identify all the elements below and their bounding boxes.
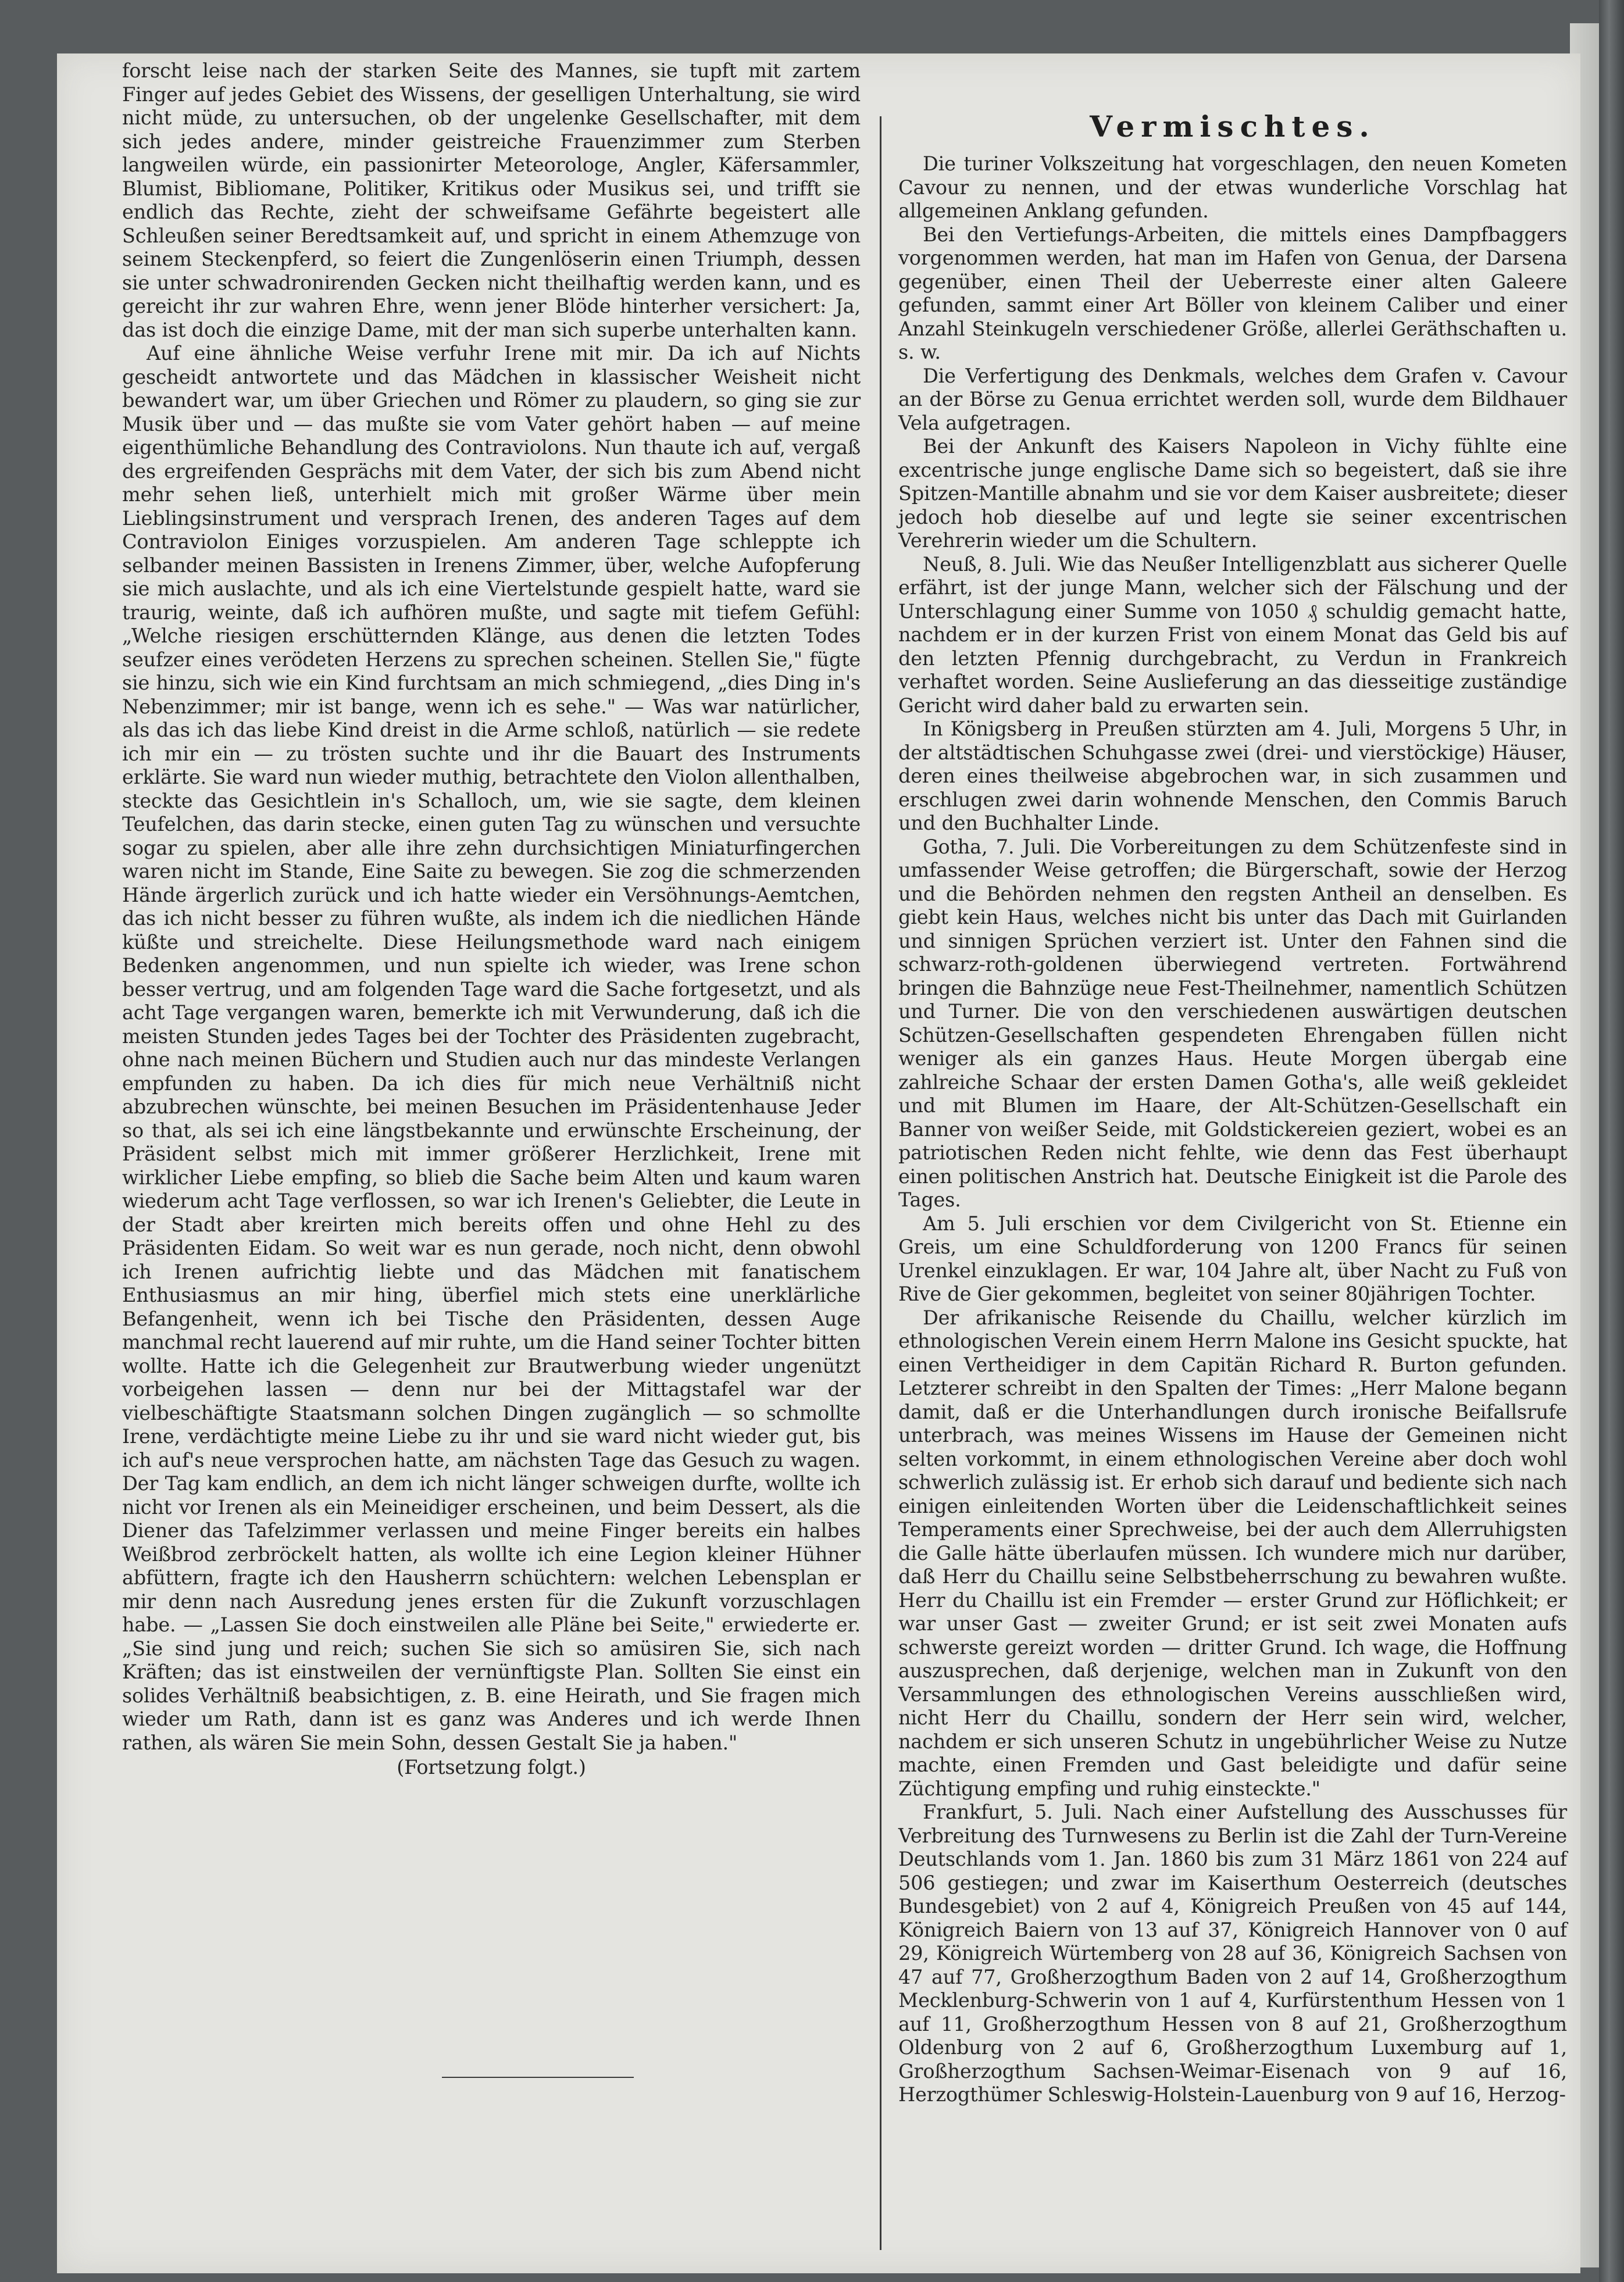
column-divider bbox=[880, 116, 881, 2250]
news-item: Bei der Ankunft des Kaisers Napoleon in Vichy fühlte eine excentrische junge englische Dame sich so begeistert, daß sie ihre Spitzen-Mantille abnahm und sie vor dem Kaiser ausbreitete; dieser jedoch hob dieselbe auf und legte sie seiner excentrischen Verehrerin wieder um die Schultern. bbox=[898, 435, 1567, 552]
news-item: Neuß, 8. Juli. Wie das Neußer Intelligenzblatt aus sicherer Quelle erfährt, ist der junge Mann, welcher sich der Fälschung und der Unterschlagung einer Summe von 1050 ₰ schuldig gemacht hatte, nachdem er in der kurzen Frist von einem Monat das Geld bis auf den letzten Pfennig durchgebracht, zu Verdun in Frankreich verhaftet worden. Seine Auslieferung an das diesseitige zuständige Gericht wird daher bald zu erwarten sein. bbox=[898, 552, 1567, 717]
news-item: Die Verfertigung des Denkmals, welches dem Grafen v. Cavour an der Börse zu Genua errichtet werden soll, wurde dem Bildhauer Vela aufgetragen. bbox=[898, 364, 1567, 434]
continuation-note: (Fortsetzung folgt.) bbox=[397, 1756, 586, 1779]
paragraph: Auf eine ähnliche Weise verfuhr Irene mit mir. Da ich auf Nichts gescheidt antwortete und das Mädchen in klassischer Weisheit nicht bewandert war, um über Griechen und Römer zu plaudern, so ging sie zur Musik über und — das mußte sie vom Vater gehört haben — auf meine eigenthümliche Behandlung des Contraviolons. Nun thaute ich auf, vergaß des ergreifenden Gesprächs mit dem Vater, der sich bis zum Abend nicht mehr sehen ließ, unterhielt mich mit großer Wärme über mein Lieblingsinstrument und versprach Irenen, des anderen Tages auf dem Contraviolon Einiges vorzuspielen. Am anderen Tage schleppte ich selbander meinen Bassisten in Irenens Zimmer, über, welche Aufopferung sie mich auslachte, und als ich eine Viertelstunde gespielt hatte, ward sie traurig, weinte, daß ich aufhören mußte, und sagte mit tiefem Gefühl: „Welche riesigen erschütternden Klänge, aus denen die letzten Todes seufzer eines verödeten Herzens zu sprechen scheinen. Stellen Sie," fügte sie hinzu, sich wie ein Kind furchtsam an mich schmiegend, „dies Ding in's Nebenzimmer; mir ist bange, wenn ich es sehe." — Was war natürlicher, als das ich das liebe Kind dreist in die Arme schloß, natürlich — sie redete ich mir ein — zu trösten suchte und ihr die Bauart des Instruments erklärte. Sie ward nun wieder muthig, betrachtete den Violon allenthalben, steckte das Gesichtlein in's Schalloch, um, wie sie sagte, dem kleinen Teufelchen, das darin stecke, einen guten Tag zu wünschen und versuchte sogar zu spielen, aber alle ihre zehn durchsichtigen Miniaturfingerchen waren nicht im Stande, Eine Saite zu bewegen. Sie zog die schmerzenden Hände ärgerlich zurück und ich hatte wieder ein Versöhnungs-Aemtchen, das ich nicht besser zu führen wußte, als indem ich die niedlichen Hände küßte und streichelte. Diese Heilungsmethode ward nach einigem Bedenken angenommen, und nun spielte ich wieder, was Irene schon besser vertrug, und am folgenden Tage ward die Sache fortgesetzt, und als acht Tage vergangen waren, bemerkte ich mit Verwunderung, daß ich die meisten Stunden jedes Tages bei der Tochter des Präsidenten zugebracht, ohne nach meinen Büchern und Studien auch nur das mindeste Verlangen empfunden zu haben. Da ich dies für mich neue Verhältniß nicht abzubrechen wünschte, bei meinen Besuchen im Präsidentenhause Jeder so that, als sei ich eine längstbekannte und erwünschte Erscheinung, der Präsident selbst mich mit immer größerer Herzlichkeit, Irene mit wirklicher Liebe empfing, so blieb die Sache beim Alten und kaum waren wiederum acht Tage verflossen, so war ich Irenen's Geliebter, die Leute in der Stadt aber kreirten mich bereits offen und ohne Hehl zu des Präsidenten Eidam. So weit war es nun gerade, noch nicht, denn obwohl ich Irenen aufrichtig liebte und das Mädchen mit fanatischem Enthusiasmus an mir hing, überfiel mich stets eine unerklärliche Befangenheit, wenn ich bei Tische den Präsidenten, dessen Auge manchmal recht lauerend auf mir ruhte, um die Hand seiner Tochter bitten wollte. Hatte ich die Gelegenheit zur Brautwerbung wieder ungenützt vorbeigehen lassen — denn nur bei der Mittagstafel war der vielbeschäftigte Staatsmann solchen Dingen zugänglich — so schmollte Irene, verdächtigte meine Liebe zu ihr und sie ward nicht wieder gut, bis ich auf's neue versprochen hatte, am nächsten Tage das Gesuch zu wagen. Der Tag kam endlich, an dem ich nicht länger schweigen durfte, wollte ich nicht vor Irenen als ein Meineidiger erscheinen, und beim Dessert, als die Diener das Tafelzimmer verlassen und meine Finger bereits ein halbes Weißbrod zerbröckelt hatten, als wollte ich eine Legion kleiner Hühner abfüttern, fragte ich den Hausherrn schüchtern: welchen Lebensplan er mir denn nach Ausredung jenes ersten für die Zukunft vorzuschlagen habe. — „Lassen Sie doch einstweilen alle Pläne bei Seite," erwiederte er. „Sie sind jung und reich; suchen Sie sich so amüsiren Sie, sich nach Kräften; das ist einstweilen der vernünftigste Plan. Sollten Sie einst ein solides Verhältniß beabsichtigen, z. B. eine Heirath, und Sie fragen mich wieder um Rath, dann ist es ganz was Anderes und ich werde Ihnen rathen, als wären Sie mein Sohn, dessen Gestalt Sie ja haben." bbox=[122, 342, 861, 1754]
section-rule bbox=[442, 2077, 634, 2078]
news-item: In Königsberg in Preußen stürzten am 4. Juli, Morgens 5 Uhr, in der altstädtischen Schuhgasse zwei (drei- und vierstöckige) Häuser, deren eines theilweise abgebrochen war, in sich zusammen und erschlugen zwei darin wohnende Menschen, den Commis Baruch und den Buchhalter Linde. bbox=[898, 717, 1567, 834]
news-item: Gotha, 7. Juli. Die Vorbereitungen zu dem Schützenfeste sind in umfassender Weise getroffen; die Bürgerschaft, sowie der Herzog und die Behörden nehmen den regsten Antheil an denselben. Es giebt kein Haus, welches nicht bis unter das Dach mit Guirlanden und sinnigen Sprüchen verziert ist. Unter den Fahnen sind die schwarz-roth-goldenen überwiegend vertreten. Fortwährend bringen die Bahnzüge neue Fest-Theilnehmer, namentlich Schützen und Turner. Die von den verschiedenen auswärtigen deutschen Schützen-Gesellschaften gespendeten Ehrengaben füllen nicht weniger als ein ganzes Haus. Heute Morgen übergab eine zahlreiche Schaar der ersten Damen Gotha's, alle weiß gekleidet und mit Blumen im Haare, der Alt-Schützen-Gesellschaft ein Banner von weißer Seide, mit Goldstickereien geziert, wobei es an patriotischen Reden nicht fehlte, wie denn das Fest überhaupt einen politischen Anstrich hat. Deutsche Einigkeit ist die Parole des Tages. bbox=[898, 835, 1567, 1211]
news-item: Frankfurt, 5. Juli. Nach einer Aufstellung des Ausschusses für Verbreitung des Turnwesens zu Berlin ist die Zahl der Turn-Vereine Deutschlands vom 1. Jan. 1860 bis zum 31 März 1861 von 224 auf 506 gestiegen; und zwar im Kaiserthum Oesterreich (deutsches Bundesgebiet) von 2 auf 4, Königreich Preußen von 45 auf 144, Königreich Baiern von 13 auf 37, Königreich Hannover von 0 auf 29, Königreich Würtemberg von 28 auf 36, Königreich Sachsen von 47 auf 77, Großherzogthum Baden von 2 auf 14, Großherzogthum Mecklenburg-Schwerin von 1 auf 4, Kurfürstenthum Hessen von 1 auf 11, Großherzogthum Hessen von 8 auf 21, Großherzogthum Oldenburg von 2 auf 6, Großherzogthum Luxemburg auf 1, Großherzogthum Sachsen-Weimar-Eisenach von 9 auf 16, Herzogthümer Schleswig-Holstein-Lauenburg von 9 auf 16, Herzog- bbox=[898, 1801, 1567, 2106]
section-heading: Vermischtes. bbox=[1090, 109, 1376, 144]
scan-background bbox=[1599, 0, 1624, 2282]
news-item: Der afrikanische Reisende du Chaillu, welcher kürzlich im ethnologischen Verein einem Herrn Malone ins Gesicht spuckte, hat einen Vertheidiger in dem Capitän Richard R. Burton gefunden. Letzterer schreibt in den Spalten der Times: „Herr Malone begann damit, daß er die Unterhandlungen durch ironische Beifallsrufe unterbrach, was meines Wissens im Hause der Gemeinen nicht selten vorkommt, in einem ethnologischen Vereine aber doch wohl schwerlich zulässig ist. Er erhob sich darauf und bediente sich nach einigen einleitenden Worten über die Leidenschaftlichkeit seines Temperaments einer Sprechweise, bei der auch dem Allerruhigsten die Galle hätte überlaufen müssen. Ich wundere mich nur darüber, daß Herr du Chaillu seine Selbstbeherrschung zu bewahren wußte. Herr du Chaillu ist ein Fremder — erster Grund zur Höflichkeit; er war unser Gast — zweiter Grund; er ist seit zwei Monaten aufs schwerste gereizt worden — dritter Grund. Ich wage, die Hoffnung auszusprechen, daß derjenige, welchen man in Zukunft von den Versammlungen des ethnologischen Vereins ausschließen wird, nicht Herr du Chaillu, sondern der Herr sein wird, welcher, nachdem er sich unseren Schutz in ungebührlicher Weise zu Nutze machte, einen Fremden und Gast beleidigte und dafür seine Züchtigung empfing und ruhig einsteckte." bbox=[898, 1306, 1567, 1800]
news-item: Die turiner Volkszeitung hat vorgeschlagen, den neuen Kometen Cavour zu nennen, und der etwas wunderliche Vorschlag hat allgemeinen Anklang gefunden. bbox=[898, 152, 1567, 222]
news-item: Bei den Vertiefungs-Arbeiten, die mittels eines Dampfbaggers vorgenommen werden, hat man im Hafen von Genua, der Darsena gegenüber, einen Theil der Ueberreste einer alten Galeere gefunden, sammt einer Art Böller von kleinem Caliber und einer Anzahl Steinkugeln verschiedener Größe, allerlei Geräthschaften u. s. w. bbox=[898, 223, 1567, 363]
left-column bbox=[122, 59, 861, 1780]
right-column bbox=[898, 152, 1567, 2107]
news-item: Am 5. Juli erschien vor dem Civilgericht von St. Etienne ein Greis, um eine Schuldforderung von 1200 Francs für seinen Urenkel einzuklagen. Er war, 104 Jahre alt, über Nacht zu Fuß von Rive de Gier gekommen, begleitet von seiner 80jährigen Tochter. bbox=[898, 1212, 1567, 1305]
paragraph: forscht leise nach der starken Seite des Mannes, sie tupft mit zartem Finger auf jedes Gebiet des Wissens, der geselligen Unterhaltung, sie wird nicht müde, zu untersuchen, ob der ungelenke Gesellschafter, mit dem sich jedes andere, minder geistreiche Frauenzimmer zum Sterben langweilen würde, ein passionirter Meteorologe, Angler, Käfersammler, Blumist, Bibliomane, Politiker, Kritikus oder Musikus sei, und trifft sie endlich das Rechte, zieht der schweifsame Gefährte begeistert alle Schleußen seiner Beredtsamkeit auf, und spricht in einem Athemzuge von seinem Steckenpferd, so feiert die Zungenlöserin einen Triumph, dessen sie unter schwadronirenden Gecken nicht theilhaftig werden kann, und es gereicht ihr zur wahren Ehre, wenn jener Blöde hinterher versichert: Ja, das ist doch die einzige Dame, mit der man sich superbe unterhalten kann. bbox=[122, 59, 861, 341]
